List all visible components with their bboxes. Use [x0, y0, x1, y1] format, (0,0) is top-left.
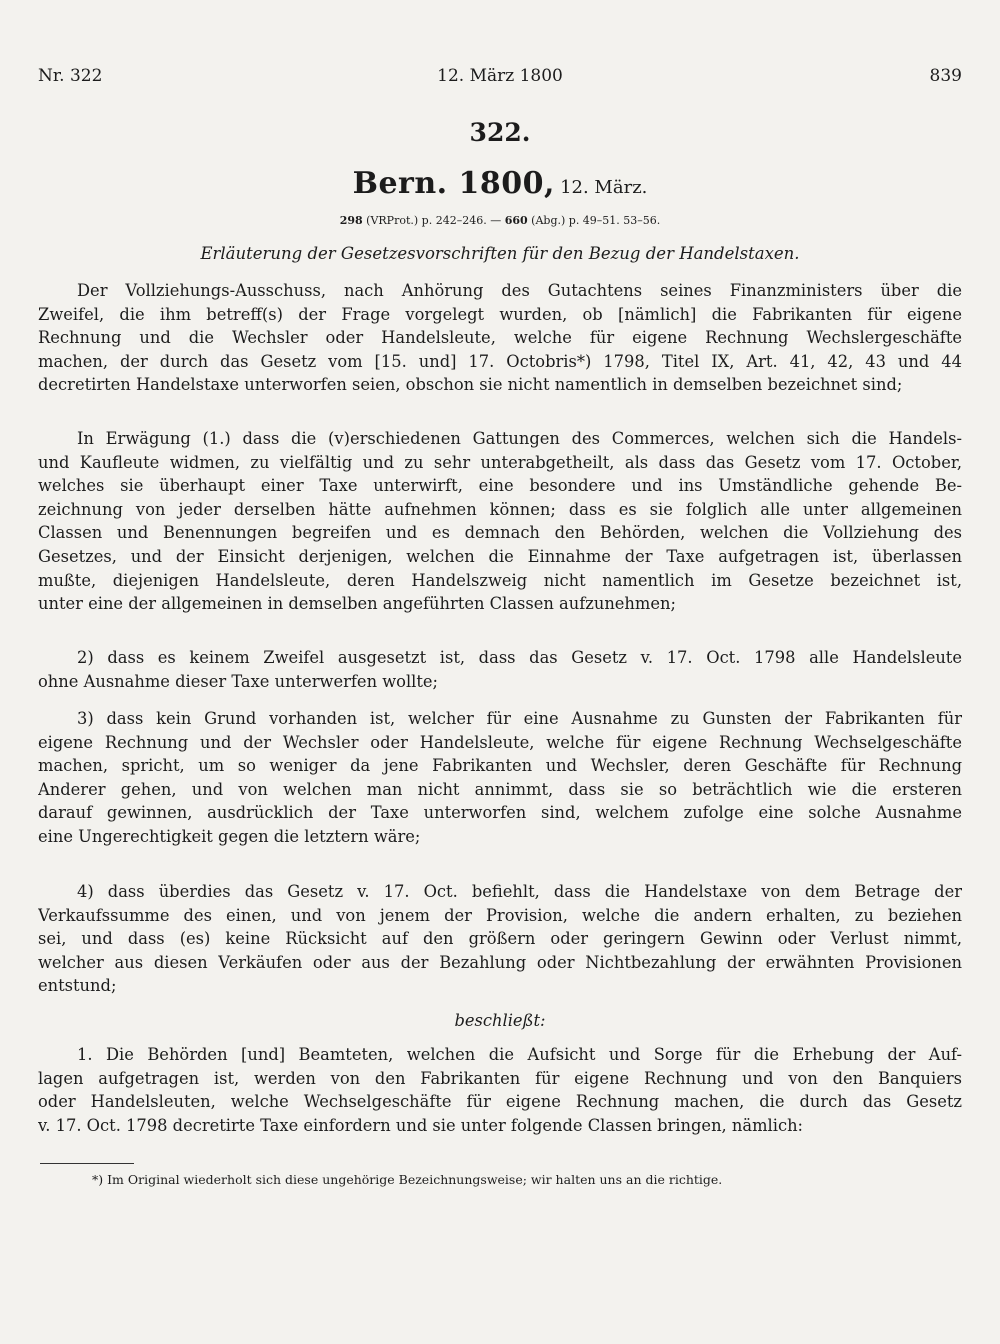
- text-line: Der Vollziehungs-Ausschuss, nach Anhörung des Gutachtens seines Finanzministers über die: [77, 281, 962, 300]
- text-line: Rechnung und die Wechsler oder Handelsleute, welche für eigene Rechnung Wechslergeschäfte: [38, 328, 962, 348]
- text-line: eine Ungerechtigkeit gegen die letztern wäre;: [38, 826, 421, 846]
- text-line: 4) dass überdies das Gesetz v. 17. Oct. befiehlt, dass die Handelstaxe von dem Betrage der: [77, 882, 962, 901]
- source-references: [38, 214, 962, 227]
- text-line: unter eine der allgemeinen in demselben angeführten Classen aufzunehmen;: [38, 594, 676, 614]
- paragraph-consideration-3: [38, 707, 962, 849]
- text-line: und Kaufleute widmen, zu vielfältig und zu sehr unterabgetheilt, als dass das Gesetz vom 17. October,: [38, 452, 962, 472]
- document-page: [38, 0, 962, 1344]
- text-line: ohne Ausnahme dieser Taxe unterwerfen wollte;: [38, 671, 439, 691]
- text-line: v. 17. Oct. 1798 decretirte Taxe einfordern und sie unter folgende Classen bringen, nämlich:: [38, 1115, 804, 1135]
- text-line: mußte, diejenigen Handelsleute, deren Handelszweig nicht namentlich im Gesetze bezeichnet ist,: [38, 570, 962, 590]
- ref-a-number: 298: [339, 214, 363, 227]
- text-line: Gesetzes, und der Einsicht derjenigen, welchen die Einnahme der Taxe aufgetragen ist, überlassen: [38, 546, 962, 566]
- document-title: [38, 166, 962, 201]
- text-line: Verkaufssumme des einen, und von jenem der Provision, welche die andern erhalten, zu beziehen: [38, 905, 962, 925]
- text-line: oder Handelsleuten, welche Wechselgeschäfte für eigene Rechnung machen, die durch das Gesetz: [38, 1092, 962, 1112]
- text-line: lagen aufgetragen ist, werden von den Fabrikanten für eigene Rechnung und von den Banquiers: [38, 1068, 962, 1088]
- text-line: welcher aus diesen Verkäufen oder aus der Bezahlung oder Nichtbezahlung der erwähnten Provisionen: [38, 952, 962, 972]
- footnote-separator: [40, 1163, 134, 1164]
- text-line: machen, spricht, um so weniger da jene Fabrikanten und Wechsler, deren Geschäfte für Rechnung: [38, 756, 962, 776]
- document-number: 322.: [469, 118, 531, 147]
- header-date: 12. März 1800: [437, 66, 563, 86]
- paragraph-consideration-2: [38, 646, 962, 693]
- paragraph-preamble: [38, 279, 962, 397]
- title-place-year: Bern. 1800,: [352, 166, 555, 201]
- text-line: 1. Die Behörden [und] Beamteten, welchen die Aufsicht und Sorge für die Erhebung der Auf-: [77, 1045, 962, 1064]
- title-date: 12. März.: [560, 177, 648, 198]
- ref-b-number: 660: [504, 214, 528, 227]
- text-line: Anderer gehen, und von welchen man nicht annimmt, dass sie so beträchtlich wie die ersteren: [38, 779, 962, 799]
- text-line: sei, und dass (es) keine Rücksicht auf den größern oder geringern Gewinn oder Verlust nimmt,: [38, 929, 962, 949]
- paragraph-resolution-1: [38, 1043, 962, 1137]
- text-line: In Erwägung (1.) dass die (v)erschiedenen Gattungen des Commerces, welchen sich die Handels-: [77, 429, 962, 448]
- ref-b-text: (Abg.) p. 49–51. 53–56.: [527, 214, 661, 227]
- document-subtitle: Erläuterung der Gesetzesvorschriften für den Bezug der Handelstaxen.: [200, 244, 800, 263]
- text-line: machen, der durch das Gesetz vom [15. und] 17. Octobris*) 1798, Titel IX, Art. 41, 42, 43 und 44: [38, 351, 962, 371]
- page-number: 839: [929, 66, 962, 86]
- text-line: welches sie überhaupt einer Taxe unterwirft, eine besondere und ins Umständliche gehende Be-: [38, 476, 962, 496]
- text-line: 3) dass kein Grund vorhanden ist, welcher für eine Ausnahme zu Gunsten der Fabrikanten für: [77, 709, 962, 728]
- resolution-heading: beschließt:: [454, 1011, 546, 1030]
- ref-a-text: (VRProt.) p. 242–246. —: [362, 214, 505, 227]
- header-left: Nr. 322: [38, 66, 103, 86]
- text-line: decretirten Handelstaxe unterworfen seien, obschon sie nicht namentlich in demselben bezeichnet sind;: [38, 375, 903, 395]
- text-line: 2) dass es keinem Zweifel ausgesetzt ist, dass das Gesetz v. 17. Oct. 1798 alle Handelsleute: [77, 648, 962, 667]
- text-line: zeichnung von jeder derselben hätte aufnehmen können; dass es sie folglich alle unter allgemeinen: [38, 499, 962, 519]
- text-line: eigene Rechnung und der Wechsler oder Handelsleute, welche für eigene Rechnung Wechselgeschäfte: [38, 732, 962, 752]
- footnote: *) Im Original wiederholt sich diese ungehörige Bezeichnungsweise; wir halten uns an die richtige.: [92, 1172, 723, 1187]
- paragraph-consideration-4: [38, 880, 962, 998]
- text-line: Classen und Benennungen begreifen und es demnach den Behörden, welchen die Vollziehung des: [38, 523, 962, 543]
- text-line: Zweifel, die ihm betreff(s) der Frage vorgelegt wurden, ob [nämlich] die Fabrikanten für eigene: [38, 304, 962, 324]
- text-line: entstund;: [38, 976, 117, 996]
- paragraph-consideration-1: [38, 427, 962, 616]
- text-line: darauf gewinnen, ausdrücklich der Taxe unterworfen sind, welchem zufolge eine solche Ausnahme: [38, 803, 962, 823]
